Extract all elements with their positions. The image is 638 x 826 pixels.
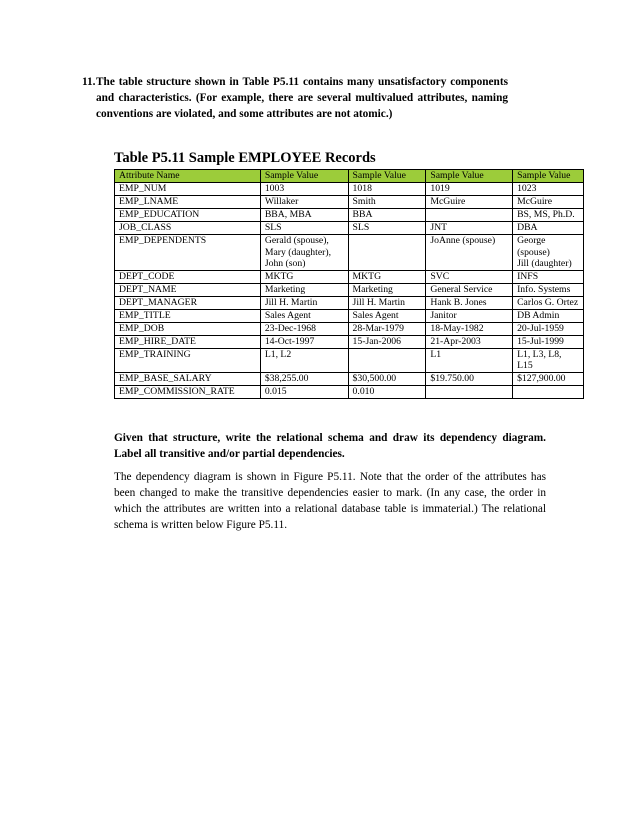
sample-value-cell: Gerald (spouse), Mary (daughter), John (son) (260, 235, 348, 271)
table-row (115, 270, 584, 283)
sample-value-cell: Jill H. Martin (260, 296, 348, 309)
header-attribute-name: Attribute Name (115, 170, 261, 183)
attribute-name-cell: EMP_BASE_SALARY (115, 372, 261, 385)
table-row (115, 348, 584, 372)
sample-value-cell: $127,900.00 (513, 372, 584, 385)
sample-value-cell: Marketing (348, 283, 426, 296)
attribute-name-cell: EMP_TRAINING (115, 348, 261, 372)
sample-value-cell: Hank B. Jones (426, 296, 513, 309)
attribute-name-cell: EMP_HIRE_DATE (115, 335, 261, 348)
sample-value-cell: L1, L2 (260, 348, 348, 372)
attribute-name-cell: DEPT_NAME (115, 283, 261, 296)
attribute-name-cell: JOB_CLASS (115, 222, 261, 235)
answer-text: The dependency diagram is shown in Figure P5.11. Note that the order of the attributes has been changed to make the transitive dependencies easier to mark. (In any case, the order in which the attributes are written into a relational database table is immaterial.) The relational schema is written below Figure P5.11. (114, 471, 546, 531)
header-sample-value: Sample Value (513, 170, 584, 183)
sample-value-cell: SLS (348, 222, 426, 235)
attribute-name-cell: EMP_TITLE (115, 309, 261, 322)
sample-value-cell: Marketing (260, 283, 348, 296)
sample-value-cell (348, 348, 426, 372)
sample-value-cell: Sales Agent (348, 309, 426, 322)
sample-value-cell: DB Admin (513, 309, 584, 322)
sample-value-cell: INFS (513, 270, 584, 283)
table-row (115, 209, 584, 222)
table-row (115, 372, 584, 385)
table-row (115, 183, 584, 196)
sample-value-cell: L1 (426, 348, 513, 372)
table-row (115, 322, 584, 335)
attribute-name-cell: EMP_NUM (115, 183, 261, 196)
sample-value-cell: Janitor (426, 309, 513, 322)
sample-value-cell: MKTG (260, 270, 348, 283)
sample-value-cell: 14-Oct-1997 (260, 335, 348, 348)
table-title: Table P5.11 Sample EMPLOYEE Records (114, 150, 376, 166)
sample-value-cell: Carlos G. Ortez (513, 296, 584, 309)
sample-value-cell: 23-Dec-1968 (260, 322, 348, 335)
sample-value-cell: 20-Jul-1959 (513, 322, 584, 335)
sample-value-cell: McGuire (426, 196, 513, 209)
sample-value-cell: General Service (426, 283, 513, 296)
attribute-name-cell: EMP_EDUCATION (115, 209, 261, 222)
header-sample-value: Sample Value (426, 170, 513, 183)
table-row (115, 385, 584, 398)
sample-value-cell: McGuire (513, 196, 584, 209)
sample-value-cell (348, 235, 426, 271)
sample-value-cell: 0.010 (348, 385, 426, 398)
attribute-name-cell: EMP_COMMISSION_RATE (115, 385, 261, 398)
sample-value-cell: 1018 (348, 183, 426, 196)
sample-value-cell: DBA (513, 222, 584, 235)
attribute-name-cell: DEPT_CODE (115, 270, 261, 283)
sample-value-cell: 21-Apr-2003 (426, 335, 513, 348)
sample-value-cell: George (spouse) Jill (daughter) (513, 235, 584, 271)
sample-value-cell: $19.750.00 (426, 372, 513, 385)
sample-value-cell (513, 385, 584, 398)
table-header-row (115, 170, 584, 183)
sample-value-cell (426, 209, 513, 222)
employee-records-table (114, 169, 584, 399)
sample-value-cell: $38,255.00 (260, 372, 348, 385)
attribute-name-cell: EMP_LNAME (115, 196, 261, 209)
sample-value-cell: 15-Jan-2006 (348, 335, 426, 348)
sample-value-cell: JoAnne (spouse) (426, 235, 513, 271)
sample-value-cell (426, 385, 513, 398)
sample-value-cell: 15-Jul-1999 (513, 335, 584, 348)
table-body (115, 183, 584, 399)
sample-value-cell: Willaker (260, 196, 348, 209)
sample-value-cell: L1, L3, L8, L15 (513, 348, 584, 372)
sample-value-cell: 1023 (513, 183, 584, 196)
instruction-text: Given that structure, write the relational schema and draw its dependency diagram. Label all transitive and/or partial dependencies. (114, 432, 546, 460)
sample-value-cell: BBA, MBA (260, 209, 348, 222)
table-row (115, 309, 584, 322)
header-sample-value: Sample Value (348, 170, 426, 183)
header-sample-value: Sample Value (260, 170, 348, 183)
table-row (115, 196, 584, 209)
attribute-name-cell: EMP_DOB (115, 322, 261, 335)
sample-value-cell: 18-May-1982 (426, 322, 513, 335)
attribute-name-cell: DEPT_MANAGER (115, 296, 261, 309)
sample-value-cell: 28-Mar-1979 (348, 322, 426, 335)
question-text: The table structure shown in Table P5.11 contains many unsatisfactory components and characteristics. (For example, there are several multivalued attributes, naming conventions are violated, and some attributes are not atomic.) (96, 76, 508, 120)
sample-value-cell: Info. Systems (513, 283, 584, 296)
question-number: 11. (82, 76, 96, 88)
sample-value-cell: BS, MS, Ph.D. (513, 209, 584, 222)
question-block (82, 74, 508, 122)
sample-value-cell: Sales Agent (260, 309, 348, 322)
sample-value-cell: Jill H. Martin (348, 296, 426, 309)
table-row (115, 235, 584, 271)
sample-value-cell: 1003 (260, 183, 348, 196)
sample-value-cell: 1019 (426, 183, 513, 196)
sample-value-cell: SVC (426, 270, 513, 283)
sample-value-cell: Smith (348, 196, 426, 209)
table-row (115, 283, 584, 296)
table-row (115, 335, 584, 348)
sample-value-cell: BBA (348, 209, 426, 222)
attribute-name-cell: EMP_DEPENDENTS (115, 235, 261, 271)
sample-value-cell: MKTG (348, 270, 426, 283)
sample-value-cell: SLS (260, 222, 348, 235)
table-row (115, 222, 584, 235)
sample-value-cell: 0.015 (260, 385, 348, 398)
table-row (115, 296, 584, 309)
sample-value-cell: JNT (426, 222, 513, 235)
sample-value-cell: $30,500.00 (348, 372, 426, 385)
